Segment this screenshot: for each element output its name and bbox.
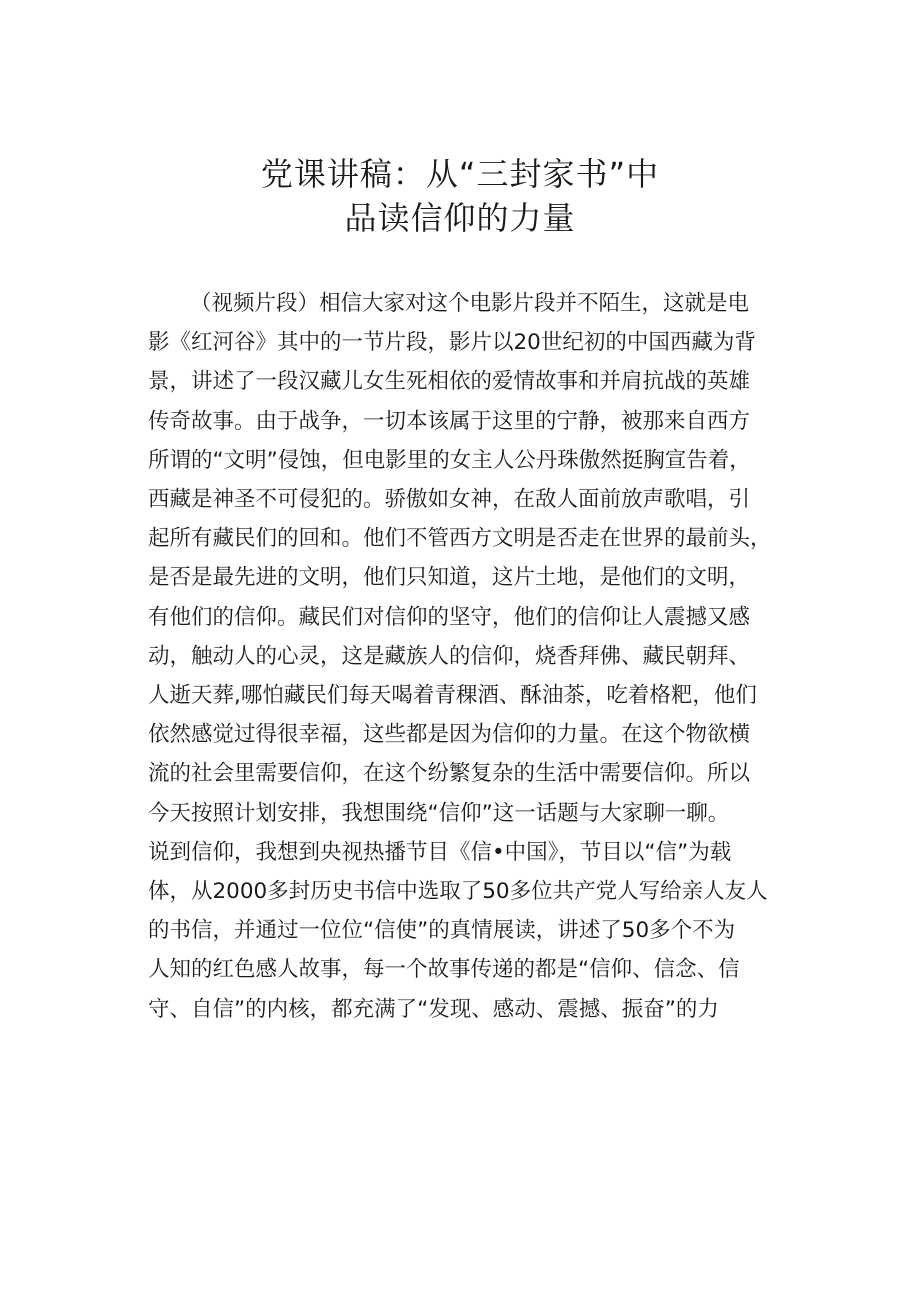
body-line: 起所有藏民们的回和。他们不管西方文明是否走在世界的最前头， [148,526,772,552]
body-line: 的书信，并通过一位位“信使”的真情展读，讲述了50多个不为 [148,918,736,944]
body-line: 体，从2000多封历史书信中选取了50多位共产党人写给亲人友人 [148,879,768,905]
body-line: 景，讲述了一段汉藏儿女生死相依的爱情故事和并肩抗战的英雄 [148,369,751,395]
body-line: 有他们的信仰。藏民们对信仰的坚守，他们的信仰让人震撼又感 [148,604,751,630]
body-paragraph [148,284,808,1029]
body-line: 是否是最先进的文明，他们只知道，这片土地，是他们的文明， [148,565,751,591]
body-line: 传奇故事。由于战争，一切本该属于这里的宁静，被那来自西方 [148,408,751,434]
body-line: 影《红河谷》其中的一节片段，影片以20世纪初的中国西藏为背 [148,330,756,356]
body-line: 流的社会里需要信仰，在这个纷繁复杂的生活中需要信仰。所以 [148,761,751,787]
body-line: 依然感觉过得很幸福，这些都是因为信仰的力量。在这个物欲横 [148,722,751,748]
body-line: 说到信仰，我想到央视热播节目《信•中国》，节目以“信”为载 [148,839,732,865]
body-line: 守、自信”的内核，都充满了“发现、感动、震撼、振奋”的力 [148,996,719,1022]
body-line: 动，触动人的心灵，这是藏族人的信仰，烧香拜佛、藏民朝拜、 [148,643,751,669]
title-line-2: 品读信仰的力量 [344,199,576,237]
body-line: 所谓的“文明”侵蚀，但电影里的女主人公丹珠傲然挺胸宣告着， [148,447,751,473]
body-line: 人知的红色感人故事，每一个故事传递的都是“信仰、信念、信 [148,957,740,983]
body-line: 西藏是神圣不可侵犯的。骄傲如女神，在敌人面前放声歌唱，引 [148,487,751,513]
body-line: 人逝天葬,哪怕藏民们每天喝着青稞酒、酥油茶，吃着格粑，他们 [148,683,757,709]
body-line: （视频片段）相信大家对这个电影片段并不陌生，这就是电 [190,291,750,316]
body-line: 今天按照计划安排，我想围绕“信仰”这一话题与大家聊一聊。 [148,800,730,826]
document-title [0,152,920,240]
title-line-1: 党课讲稿：从“三封家书”中 [260,155,660,193]
